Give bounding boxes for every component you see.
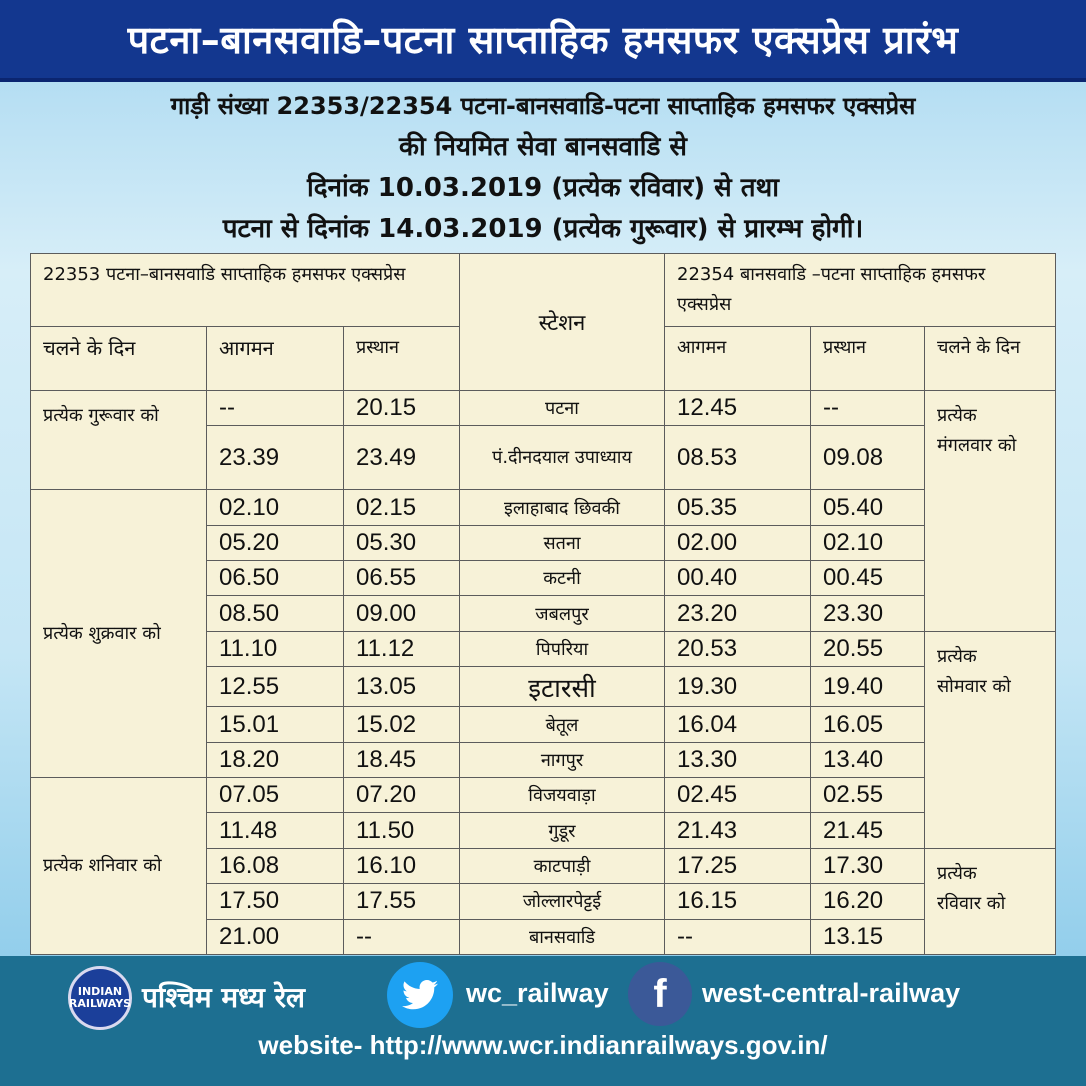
heading-line-1: गाड़ी संख्या 22353/22354 पटना-बानसवाडि-पटना साप्ताहिक हमसफर एक्सप्रेस bbox=[170, 92, 916, 120]
right-days-header: चलने के दिन bbox=[925, 326, 1056, 391]
left-departure-time: 13.05 bbox=[344, 667, 460, 707]
left-departure-time: 05.30 bbox=[344, 525, 460, 560]
twitter-handle[interactable]: wc_railway bbox=[466, 978, 609, 1008]
right-departure-header: प्रस्थान bbox=[811, 326, 925, 391]
heading-line-4: पटना से दिनांक 14.03.2019 (प्रत्येक गुरूवार) से प्रारम्भ होगी। bbox=[222, 214, 864, 244]
left-arrival-time: 05.20 bbox=[207, 525, 344, 560]
left-departure-time: 17.55 bbox=[344, 884, 460, 919]
left-arrival-time: 02.10 bbox=[207, 490, 344, 525]
station-name: गुडूर bbox=[460, 813, 665, 848]
left-departure-time: -- bbox=[344, 919, 460, 955]
right-arrival-time: 21.43 bbox=[665, 813, 811, 848]
website-link[interactable]: website- http://www.wcr.indianrailways.gov.in/ bbox=[258, 1030, 828, 1060]
right-arrival-time: 13.30 bbox=[665, 742, 811, 777]
left-arrival-header: आगमन bbox=[207, 326, 344, 391]
right-departure-time: 13.40 bbox=[811, 742, 925, 777]
station-name: पं.दीनदयाल उपाध्याय bbox=[460, 425, 665, 490]
left-departure-time: 20.15 bbox=[344, 391, 460, 425]
right-departure-time: 16.20 bbox=[811, 884, 925, 919]
station-name: पटना bbox=[460, 391, 665, 425]
station-name: विजयवाड़ा bbox=[460, 778, 665, 813]
left-run-days: प्रत्येक गुरूवार को bbox=[31, 391, 207, 490]
left-run-days: प्रत्येक शनिवार को bbox=[31, 778, 207, 955]
table-row bbox=[31, 391, 1056, 425]
right-departure-time: 21.45 bbox=[811, 813, 925, 848]
right-arrival-time: 16.15 bbox=[665, 884, 811, 919]
left-departure-time: 02.15 bbox=[344, 490, 460, 525]
station-name: कटनी bbox=[460, 561, 665, 596]
left-run-days: प्रत्येक शुक्रवार को bbox=[31, 490, 207, 778]
zone-name: पश्चिम मध्य रेल bbox=[142, 981, 306, 1014]
station-name: इटारसी bbox=[460, 667, 665, 707]
station-name: जबलपुर bbox=[460, 596, 665, 631]
right-departure-time: 09.08 bbox=[811, 425, 925, 490]
left-arrival-time: 21.00 bbox=[207, 919, 344, 955]
station-name: सतना bbox=[460, 525, 665, 560]
timetable bbox=[30, 253, 1056, 955]
twitter-icon[interactable] bbox=[387, 962, 453, 1028]
left-departure-time: 09.00 bbox=[344, 596, 460, 631]
right-arrival-time: 02.45 bbox=[665, 778, 811, 813]
left-departure-time: 11.12 bbox=[344, 631, 460, 666]
heading-line-2: की नियमित सेवा बानसवाडि से bbox=[398, 132, 688, 162]
left-arrival-time: 06.50 bbox=[207, 561, 344, 596]
right-departure-time: -- bbox=[811, 391, 925, 425]
page-title: पटना–बानसवाडि–पटना साप्ताहिक हमसफर एक्सप्रेस प्रारंभ bbox=[127, 18, 959, 62]
left-arrival-time: 15.01 bbox=[207, 707, 344, 742]
left-arrival-time: 18.20 bbox=[207, 742, 344, 777]
emblem-text: INDIAN RAILWAYS bbox=[68, 985, 132, 1010]
right-departure-time: 17.30 bbox=[811, 848, 925, 883]
left-arrival-time: 11.48 bbox=[207, 813, 344, 848]
left-departure-time: 18.45 bbox=[344, 742, 460, 777]
station-name: इलाहाबाद छिवकी bbox=[460, 490, 665, 525]
left-arrival-time: -- bbox=[207, 391, 344, 425]
right-departure-time: 19.40 bbox=[811, 667, 925, 707]
left-arrival-time: 07.05 bbox=[207, 778, 344, 813]
station-name: बेतूल bbox=[460, 707, 665, 742]
table-row bbox=[31, 778, 1056, 813]
announcement-heading bbox=[0, 86, 1086, 250]
right-departure-time: 23.30 bbox=[811, 596, 925, 631]
right-arrival-time: 19.30 bbox=[665, 667, 811, 707]
right-run-days: प्रत्येक मंगलवार को bbox=[925, 391, 1056, 631]
left-arrival-time: 11.10 bbox=[207, 631, 344, 666]
station-header: स्टेशन bbox=[460, 254, 665, 391]
indian-railways-emblem-icon bbox=[68, 966, 132, 1030]
left-departure-time: 15.02 bbox=[344, 707, 460, 742]
right-departure-time: 16.05 bbox=[811, 707, 925, 742]
right-arrival-time: 08.53 bbox=[665, 425, 811, 490]
heading-line-3: दिनांक 10.03.2019 (प्रत्येक रविवार) से तथा bbox=[307, 173, 779, 203]
footer-bar bbox=[0, 956, 1086, 1086]
left-arrival-time: 23.39 bbox=[207, 425, 344, 490]
right-arrival-time: 02.00 bbox=[665, 525, 811, 560]
left-arrival-time: 17.50 bbox=[207, 884, 344, 919]
right-arrival-time: 00.40 bbox=[665, 561, 811, 596]
station-name: काटपाड़ी bbox=[460, 848, 665, 883]
left-days-header: चलने के दिन bbox=[31, 326, 207, 391]
right-arrival-time: 23.20 bbox=[665, 596, 811, 631]
right-departure-time: 02.10 bbox=[811, 525, 925, 560]
right-departure-time: 20.55 bbox=[811, 631, 925, 666]
station-name: बानसवाडि bbox=[460, 919, 665, 955]
left-train-header: 22353 पटना–बानसवाडि साप्ताहिक हमसफर एक्सप्रेस bbox=[31, 254, 460, 327]
right-departure-time: 00.45 bbox=[811, 561, 925, 596]
facebook-handle[interactable]: west-central-railway bbox=[702, 978, 961, 1008]
left-arrival-time: 12.55 bbox=[207, 667, 344, 707]
left-arrival-time: 16.08 bbox=[207, 848, 344, 883]
right-arrival-header: आगमन bbox=[665, 326, 811, 391]
right-arrival-time: 16.04 bbox=[665, 707, 811, 742]
station-name: नागपुर bbox=[460, 742, 665, 777]
right-departure-time: 02.55 bbox=[811, 778, 925, 813]
title-bar bbox=[0, 0, 1086, 82]
left-departure-time: 06.55 bbox=[344, 561, 460, 596]
table-row bbox=[31, 490, 1056, 525]
left-departure-time: 11.50 bbox=[344, 813, 460, 848]
facebook-icon[interactable]: f bbox=[628, 962, 692, 1026]
left-departure-time: 07.20 bbox=[344, 778, 460, 813]
left-departure-time: 23.49 bbox=[344, 425, 460, 490]
left-arrival-time: 08.50 bbox=[207, 596, 344, 631]
left-departure-time: 16.10 bbox=[344, 848, 460, 883]
right-arrival-time: 20.53 bbox=[665, 631, 811, 666]
right-train-header: 22354 बानसवाडि –पटना साप्ताहिक हमसफर एक्सप्रेस bbox=[665, 254, 1056, 327]
right-arrival-time: 12.45 bbox=[665, 391, 811, 425]
right-run-days: प्रत्येक रविवार को bbox=[925, 848, 1056, 954]
right-departure-time: 13.15 bbox=[811, 919, 925, 955]
right-arrival-time: 17.25 bbox=[665, 848, 811, 883]
station-name: जोल्लारपेट्टई bbox=[460, 884, 665, 919]
right-arrival-time: -- bbox=[665, 919, 811, 955]
right-departure-time: 05.40 bbox=[811, 490, 925, 525]
right-run-days: प्रत्येक सोमवार को bbox=[925, 631, 1056, 848]
right-arrival-time: 05.35 bbox=[665, 490, 811, 525]
left-departure-header: प्रस्थान bbox=[344, 326, 460, 391]
station-name: पिपरिया bbox=[460, 631, 665, 666]
